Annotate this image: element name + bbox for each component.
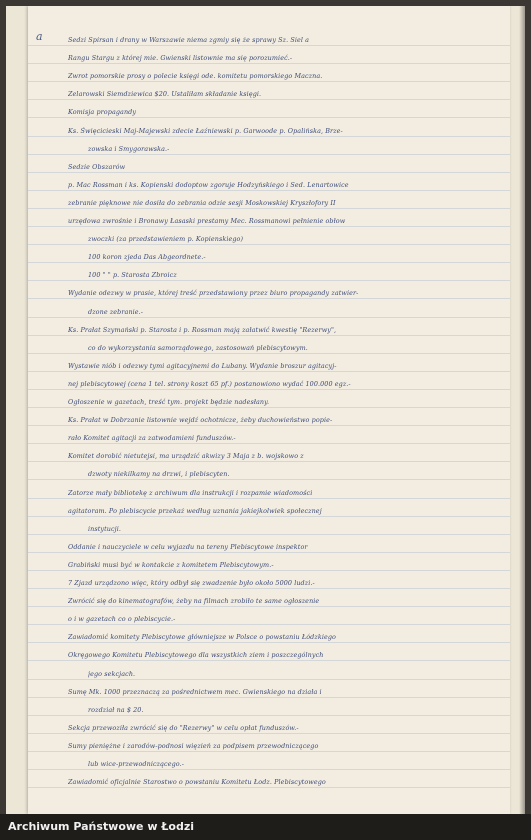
text-line [88, 253, 496, 261]
ruled-line [28, 45, 510, 46]
ruled-line [28, 751, 510, 752]
text-line [88, 271, 496, 279]
text-line [88, 760, 496, 768]
document-sheet [28, 6, 510, 814]
ruled-line [28, 298, 510, 299]
text-line-content: Rangu Stargu z której mie. Gwienski listownie ma się porozumieć.- [68, 54, 293, 63]
text-line-content: 100 " " p. Starosta Zbroicz [88, 271, 177, 280]
archive-label: Archiwum Państwowe w Łodzi [8, 820, 195, 833]
text-line [68, 579, 496, 587]
text-line-content: Zwrócić się do kinematografów, żeby na filmach zrobiło te same ogłoszenie [68, 597, 320, 606]
ruled-line [28, 715, 510, 716]
text-line-content: 100 koron zjeda Das Abgeordnete.- [88, 253, 206, 262]
ruled-line [28, 190, 510, 191]
ruled-line [28, 136, 510, 137]
text-line [88, 235, 496, 243]
text-line [68, 615, 496, 623]
text-line-content: Okręgowego Komitetu Plebiscytowego dla wszystkich ziem i poszczególnych [68, 651, 324, 660]
text-line [68, 362, 496, 370]
page-edge-shadow [519, 6, 525, 814]
text-line-content: instytucji. [88, 524, 122, 533]
text-line-content: p. Mac Rossman i ks. Kopienski dodoptow zgoruje Hodzyńskiego i Sed. Lenartowice [68, 180, 349, 189]
text-line [88, 470, 496, 478]
text-line-content: Sumy pieniężne i zarodów-podnosi więzień za podpisem przewodniczącego [68, 741, 319, 750]
text-line-content: co do wykorzystania samorządowego, zastosowań plebiscytowym. [88, 343, 308, 352]
text-line [88, 308, 496, 316]
text-line [68, 54, 496, 62]
ruled-line [28, 443, 510, 444]
text-line [68, 452, 496, 460]
text-line-content: dzwoty niekilkamy na drzwi, i plebiscyten. [88, 470, 230, 479]
ruled-line [28, 99, 510, 100]
text-line [68, 163, 496, 171]
text-line-content: nej plebiscytowej (cena 1 tel. strony koszt 65 pf.) postanowiono wydać 100.000 egz.- [68, 379, 351, 388]
text-line [68, 416, 496, 424]
text-line [68, 633, 496, 641]
text-line-content: Zwrot pomorskie prosy o polecie księgi ode. komitetu pomorskiego Maczna. [68, 72, 323, 81]
text-line [68, 651, 496, 659]
text-line-content: Ks. Prałat w Dobrzanie listownie wejdź ochotnicze, żeby duchowieństwo popie- [68, 416, 333, 425]
text-line-content: zwoczki (za przedstawieniem p. Kopienskiego) [88, 235, 244, 244]
ruled-line [28, 534, 510, 535]
ruled-line [28, 679, 510, 680]
ruled-line [28, 208, 510, 209]
ruled-line [28, 769, 510, 770]
text-line [68, 217, 496, 225]
text-line-content: Sumę Mk. 1000 przeznaczą za pośrednictwem mec. Gwienskiego na działa i [68, 687, 322, 696]
text-line-content: Oddanie i nauczyciele w celu wyjazdu na tereny Plebiscytowe inspektor [68, 542, 308, 551]
text-line [68, 108, 496, 116]
text-line [68, 597, 496, 605]
text-line-content: Zelarowski Siemdziewica $20. Ustaliłam składanie księgi. [68, 90, 262, 99]
ruled-line [28, 389, 510, 390]
text-line-content: Ks. Święcicieski Maj-Majewski zdecie Łaźniewski p. Garwoode p. Opalińska, Brze- [68, 126, 343, 135]
text-line-content: jego sekcjach. [88, 669, 136, 678]
text-line-content: Zatorze mały bibliotekę z archiwum dla instrukcji i rozpamie wiadomości [68, 488, 313, 497]
ruled-line [28, 425, 510, 426]
text-line-content: rało Komitet agitacji za zatwodamieni funduszów.- [68, 434, 236, 443]
text-line [88, 145, 496, 153]
ruled-line [28, 154, 510, 155]
text-line [68, 561, 496, 569]
ruled-line [28, 697, 510, 698]
ruled-line [28, 117, 510, 118]
text-line-content: zowska i Smygorawska.- [88, 144, 170, 153]
text-line-content: Sedzie Obszarów [68, 162, 126, 171]
text-line [88, 706, 496, 714]
ruled-line [28, 335, 510, 336]
ruled-line [28, 461, 510, 462]
text-line [68, 434, 496, 442]
text-line [68, 688, 496, 696]
text-line [68, 90, 496, 98]
text-line-content: 7 Zjazd urządzono więc, który odbył się zwadzenie było około 5000 ludzi.- [68, 579, 315, 587]
text-line [68, 724, 496, 732]
scan-background [6, 6, 525, 814]
ruled-line [28, 733, 510, 734]
text-line-content: dzone zebranie.- [88, 307, 144, 316]
margin-note: a [36, 30, 43, 43]
ruled-line [28, 660, 510, 661]
ruled-line [28, 353, 510, 354]
text-line [68, 507, 496, 515]
text-line [88, 525, 496, 533]
text-line [68, 289, 496, 297]
text-line-content: Ks. Prałat Szymański p. Starosta i p. Rossman mają załatwić kwestię "Rezerwy", [68, 325, 337, 334]
text-line [88, 670, 496, 678]
text-line [68, 380, 496, 388]
ruled-line [28, 642, 510, 643]
text-line [88, 344, 496, 352]
ruled-line [28, 624, 510, 625]
text-line [68, 742, 496, 750]
ruled-line [28, 479, 510, 480]
ruled-line [28, 172, 510, 173]
text-line-content: Zawiadomić oficjalnie Starostwo o powstaniu Komitetu Łodz. Plebiscytowego [68, 778, 326, 787]
ruled-line [28, 371, 510, 372]
text-line-content: Komisja propagandy [68, 108, 137, 117]
ruled-line [28, 81, 510, 82]
ruled-line [28, 588, 510, 589]
ruled-line [28, 262, 510, 263]
text-line-content: Komitet dorobić nietutejsi, ma urządzić akwizy 3 Maja z b. wojskowo z [68, 452, 304, 461]
text-line [68, 36, 496, 44]
text-line-content: urzędowa zwrośnie i Bronawy Łasaski prestamy Mec. Rossmanowi pełnienie obłow [68, 217, 346, 225]
text-line [68, 181, 496, 189]
ruled-line [28, 606, 510, 607]
ruled-line [28, 552, 510, 553]
text-line-content: agitatoram. Po plebiscycie przekaż według uznania jakiejkolwiek społecznej [68, 506, 322, 515]
text-line [68, 398, 496, 406]
ruled-line [28, 407, 510, 408]
text-line-content: Wystawie niób i odezwy tymi agitacyjnemi do Lubany. Wydanie broszur agitacyj- [68, 361, 337, 370]
ruled-line [28, 570, 510, 571]
text-line-content: o i w gazetach co o plebiscycie.- [68, 615, 176, 624]
text-line [68, 543, 496, 551]
ruled-line [28, 498, 510, 499]
text-line [68, 489, 496, 497]
text-line-content: Zawiadomić komitety Plebiscytowe główniejsze w Polsce o powstaniu Łódzkiego [68, 633, 336, 642]
text-line [68, 778, 496, 786]
text-line-content: Ogłoszenie w gazetach, treść tym. projekt będzie nadesłany. [68, 398, 270, 406]
text-line [68, 72, 496, 80]
text-line-content: Sedzi Spirsan i drany w Warszawie niema zgmiy się że sprawy Sz. Siel a [68, 36, 310, 44]
ruled-line [28, 317, 510, 318]
text-line-content: Sekcja przewoziła zwrócić się do "Rezerwy" w celu opłat funduszów.- [68, 723, 299, 732]
text-line [68, 326, 496, 334]
ruled-line [28, 244, 510, 245]
ruled-line [28, 63, 510, 64]
text-line [68, 127, 496, 135]
text-line-content: Wydanie odezwy w prasie, której treść przedstawiony przez biuro propagandy zatwier- [68, 289, 359, 298]
archive-footer-bar [0, 814, 531, 840]
ruled-line [28, 516, 510, 517]
text-line-content: lub wice-przewodniczącego.- [88, 760, 185, 768]
ruled-line [28, 787, 510, 788]
text-line-content: rozdział na $ 20. [88, 705, 144, 714]
text-line-content: zebranie pięknowe nie dosiła do zebrania odzie sesji Moskowskiej Kryszłofory II [68, 198, 336, 207]
ruled-line [28, 226, 510, 227]
text-line-content: Grabiński musi być w kontakcie z komitetem Plebiscytowym.- [68, 560, 274, 569]
text-line [68, 199, 496, 207]
ruled-line [28, 280, 510, 281]
